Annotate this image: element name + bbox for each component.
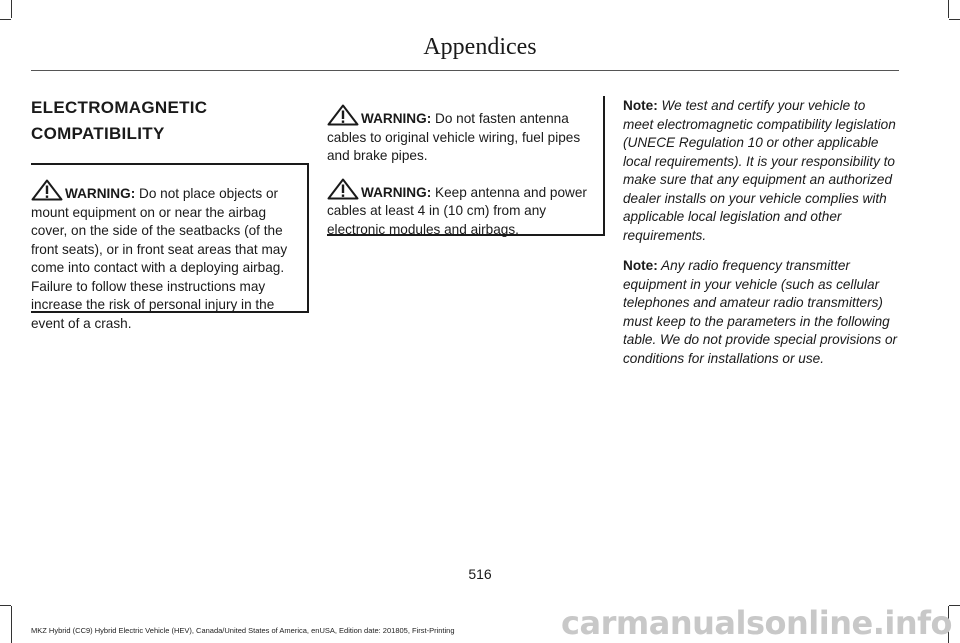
warning-label: WARNING: <box>65 186 136 201</box>
watermark: carmanualsonline.info <box>561 604 952 642</box>
warning-text: Do not fasten antenna cables to original vehicle wiring, fuel pipes and brake pipes. <box>327 111 581 163</box>
page-title: Appendices <box>423 34 537 60</box>
warning-paragraph <box>327 178 593 240</box>
column-2 <box>327 96 605 236</box>
warning-label: WARNING: <box>361 111 432 126</box>
note-paragraph <box>623 97 898 245</box>
warning-paragraph <box>31 179 297 333</box>
footer-edition-text: MKZ Hybrid (CC9) Hybrid Electric Vehicle (HEV), Canada/United States of America, enUSA, Edition date: 201805, First-Printing <box>31 626 455 635</box>
note-label: Note: <box>623 258 658 273</box>
crop-mark <box>949 19 960 20</box>
section-heading-line2: COMPATIBILITY <box>31 124 165 143</box>
header-divider <box>31 70 899 71</box>
warning-triangle-icon <box>327 178 359 200</box>
note-text: We test and certify your vehicle to meet electromagnetic compatibility legislation (UNECE Regulation 10 or other applicable local requirements). It is your responsibility to make sure that any equipment an authorized dealer installs on your vehicle complies with applicable local legislation and other requirements. <box>623 98 896 243</box>
warning-triangle-icon <box>327 104 359 126</box>
section-heading-line1: ELECTROMAGNETIC <box>31 98 208 117</box>
crop-mark <box>11 606 12 643</box>
note-label: Note: <box>623 98 658 113</box>
warning-text: Do not place objects or mount equipment on or near the airbag cover, on the side of the seatbacks (of the front seats), or in front seat areas that may come into contact with a deploying airbag. Failure to follow these instructions may increase the risk of personal injury in the event of a crash. <box>31 186 288 331</box>
warning-text: Keep antenna and power cables at least 4 in (10 cm) from any electronic modules and airbags. <box>327 184 587 237</box>
warning-box <box>327 96 605 236</box>
crop-mark <box>0 605 11 606</box>
note-text: Any radio frequency transmitter equipment in your vehicle (such as cellular telephones and amateur radio transmitters) must keep to the parameters in the following table. We do not provide special provisions or conditions for installations or use. <box>623 258 898 366</box>
warning-triangle-icon <box>31 179 63 201</box>
warning-paragraph <box>327 104 593 166</box>
page-number: 516 <box>468 566 492 582</box>
crop-mark <box>11 0 12 18</box>
crop-mark <box>948 0 949 18</box>
column-3 <box>623 97 898 380</box>
warning-box <box>31 163 309 331</box>
note-paragraph <box>623 257 898 368</box>
crop-mark <box>0 19 11 20</box>
column-1 <box>31 96 309 331</box>
warning-label: WARNING: <box>361 184 432 200</box>
